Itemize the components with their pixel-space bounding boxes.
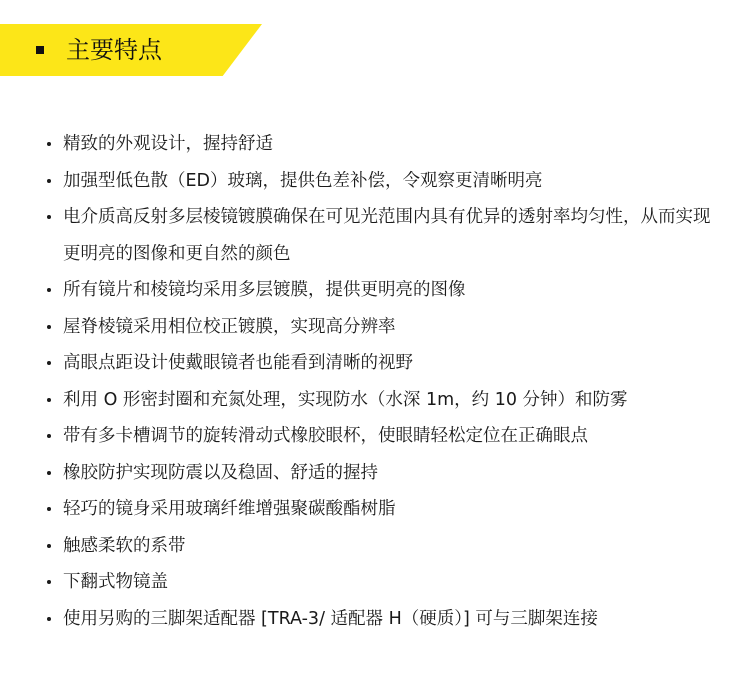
bullet-dot-icon	[47, 580, 51, 584]
feature-item	[44, 564, 724, 601]
feature-item	[44, 163, 724, 200]
feature-text: 触感柔软的系带	[63, 535, 186, 556]
bullet-dot-icon	[47, 544, 51, 548]
feature-item	[44, 199, 724, 272]
feature-text: 屋脊棱镜采用相位校正镀膜，实现高分辨率	[63, 316, 396, 337]
bullet-dot-icon	[47, 617, 51, 621]
feature-text: 下翻式物镜盖	[63, 572, 168, 592]
bullet-dot-icon	[47, 179, 51, 183]
feature-item	[44, 345, 724, 382]
feature-text: 加强型低色散（ED）玻璃，提供色差补偿，令观察更清晰明亮	[63, 170, 543, 191]
bullet-dot-icon	[47, 398, 51, 402]
bullet-dot-icon	[47, 215, 51, 219]
feature-item	[44, 309, 724, 346]
feature-text: 利用 O 形密封圈和充氮处理，实现防水（水深 1m，约 10 分钟）和防雾	[63, 389, 628, 410]
bullet-dot-icon	[47, 142, 51, 146]
square-bullet-icon	[36, 46, 44, 54]
feature-item	[44, 272, 724, 309]
bullet-dot-icon	[47, 325, 51, 329]
feature-item	[44, 418, 724, 455]
feature-text: 所有镜片和棱镜均采用多层镀膜，提供更明亮的图像	[63, 280, 466, 300]
feature-item	[44, 455, 724, 492]
feature-item	[44, 528, 724, 565]
feature-item	[44, 382, 724, 419]
feature-text: 轻巧的镜身采用玻璃纤维增强聚碳酸酯树脂	[63, 499, 396, 519]
section-title: 主要特点	[66, 36, 162, 64]
bullet-dot-icon	[47, 288, 51, 292]
feature-text: 精致的外观设计，握持舒适	[63, 134, 273, 154]
feature-text: 高眼点距设计使戴眼镜者也能看到清晰的视野	[63, 353, 413, 373]
feature-item	[44, 126, 724, 163]
bullet-dot-icon	[47, 434, 51, 438]
feature-text: 使用另购的三脚架适配器 [TRA-3/ 适配器 H（硬质）] 可与三脚架连接	[63, 608, 598, 629]
feature-text: 橡胶防护实现防震以及稳固、舒适的握持	[63, 462, 378, 483]
feature-text: 电介质高反射多层棱镜镀膜确保在可见光范围内具有优异的透射率均匀性，从而实现更明亮的图像和更自然的颜色	[63, 207, 711, 264]
bullet-dot-icon	[47, 471, 51, 475]
feature-list	[44, 126, 724, 637]
feature-item	[44, 491, 724, 528]
feature-item	[44, 601, 724, 638]
bullet-dot-icon	[47, 361, 51, 365]
feature-text: 带有多卡槽调节的旋转滑动式橡胶眼杯，使眼睛轻松定位在正确眼点	[63, 426, 588, 446]
bullet-dot-icon	[47, 507, 51, 511]
